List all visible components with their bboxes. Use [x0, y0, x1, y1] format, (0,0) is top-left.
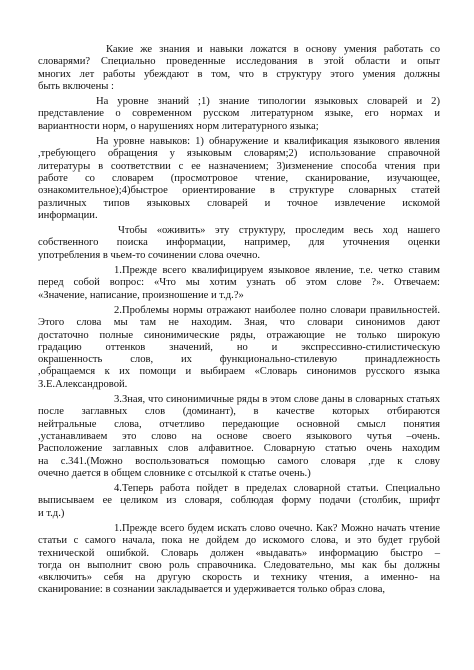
- text-line: 2.Проблемы нормы отражают наиболее полно словари правильностей.: [114, 304, 440, 316]
- paragraph: [38, 136, 440, 222]
- text-line: 1.Прежде всего квалифицируем языковое явление, т.е. четко ставим: [114, 265, 440, 277]
- text-line: и т.д.): [38, 507, 65, 519]
- text-line: На уровне навыков: 1) обнаружение и квалификация языкового явления: [96, 136, 440, 148]
- paragraph: [38, 96, 440, 133]
- text-line: вариантности норм, о нарушениях норм литературного языка;: [38, 120, 319, 132]
- text-line: сканирование: в сознании закладывается и удерживается только образ слова,: [38, 584, 386, 596]
- text-line: Расположение заглавных слов алфавитное. Словарную статью очень находим: [38, 443, 440, 455]
- text-line: очечно дается в общем словнике с отсылкой к статье очень.): [38, 467, 311, 479]
- paragraph: [38, 265, 440, 302]
- paragraph: [38, 394, 440, 480]
- paragraph: [38, 44, 440, 93]
- text-line: 3.Зная, что синонимичные ряды в этом слове даны в словарных статьях: [114, 394, 440, 406]
- paragraph: [38, 305, 440, 391]
- text-line: статьи с самого начала, пока не дойдем до искомого слова, и это будет грубой: [38, 535, 440, 547]
- text-line: Этого слова мы там не находим. Зная, что словари синонимов дают: [38, 317, 440, 329]
- text-line: ознакомительное);4)быстрое ориентирование в структуре словарных статей: [38, 185, 440, 197]
- text-line: На уровне знаний ;1) знание типологии языковых словарей и 2): [96, 96, 440, 108]
- text-line: многих лет работы убеждают в том, что в структуру этого умения должны: [38, 68, 440, 80]
- text-line: перед собой вопрос: «Что мы хотим узнать об этом слове ?». Отвечаем:: [38, 277, 440, 289]
- text-line: З.Е.Александровой.: [38, 378, 128, 390]
- text-line: работе со словарем (просмотровое чтение, сканирование, изучающее,: [38, 172, 440, 184]
- paragraph: [38, 483, 440, 520]
- text-line: быть включены :: [38, 80, 114, 92]
- text-line: представление о современном русском литературном языке, его нормах и: [38, 108, 440, 120]
- text-line: ,устанавливаем это слово на основе своего языкового чутья –очень.: [38, 430, 440, 442]
- text-line: ,требующего обращения у языковым словарям;2) использование справочной: [38, 148, 440, 160]
- text-line: окрашенность слов, их функционально-стилевую принадлежность: [38, 354, 440, 366]
- text-line: употребления в чьем-то сочинении слова очечно.: [38, 249, 261, 261]
- text-line: «включить» себя на другую скорость и технику чтения, а именно- на: [38, 572, 440, 584]
- text-line: на с.341.(Можно воспользоваться помощью самого словаря ,где к слову: [38, 455, 440, 467]
- text-line: 1.Прежде всего будем искать слово очечно. Как? Можно начать чтение: [114, 522, 440, 534]
- text-line: технической ошибкой. Словарь должен «выдавать» информацию быстро –: [38, 547, 440, 559]
- text-line: нейтральные слова, отчетливо передающие основной смысл понятия: [38, 418, 440, 430]
- text-line: различных типов языковых словарей и точное извлечение искомой: [38, 197, 440, 209]
- text-line: собственного поиска информации, например, для уточнения оценки: [38, 237, 440, 249]
- text-line: Чтобы «оживить» эту структуру, проследим весь ход нашего: [118, 225, 440, 237]
- text-line: выписываем ее целиком из словаря, соблюдая форму подачи (столбик, шрифт: [38, 495, 440, 507]
- text-line: информации.: [38, 209, 98, 221]
- text-line: 4.Теперь работа пойдет в пределах словарной статьи. Специально: [114, 483, 440, 495]
- paragraph: [38, 523, 440, 597]
- text-line: после заглавных слов (доминант), в качестве которых отбираются: [38, 406, 440, 418]
- text-line: ,обращаемся к их помощи и выбираем «Словарь синонимов русского языка: [38, 366, 440, 378]
- text-line: «Значение, написание, произношение и т.д.?»: [38, 289, 244, 301]
- paragraph: [38, 225, 440, 262]
- text-line: литературы в соответствии с ее назначением; 3)изменение способа чтения при: [38, 160, 440, 172]
- text-line: тогда он выполнит свою роль справочника. Следовательно, мы как бы должны: [38, 559, 440, 571]
- text-line: словарями? Специально проведенные исследования в этой области и опыт: [38, 56, 440, 68]
- text-line: достаточно полные синонимические ряды, отражающие не только широкую: [38, 329, 440, 341]
- text-line: Какие же знания и навыки ложатся в основу умения работать со: [106, 44, 440, 55]
- text-line: градацию оттенков значений, но и экспрессивно-стилистическую: [38, 341, 440, 353]
